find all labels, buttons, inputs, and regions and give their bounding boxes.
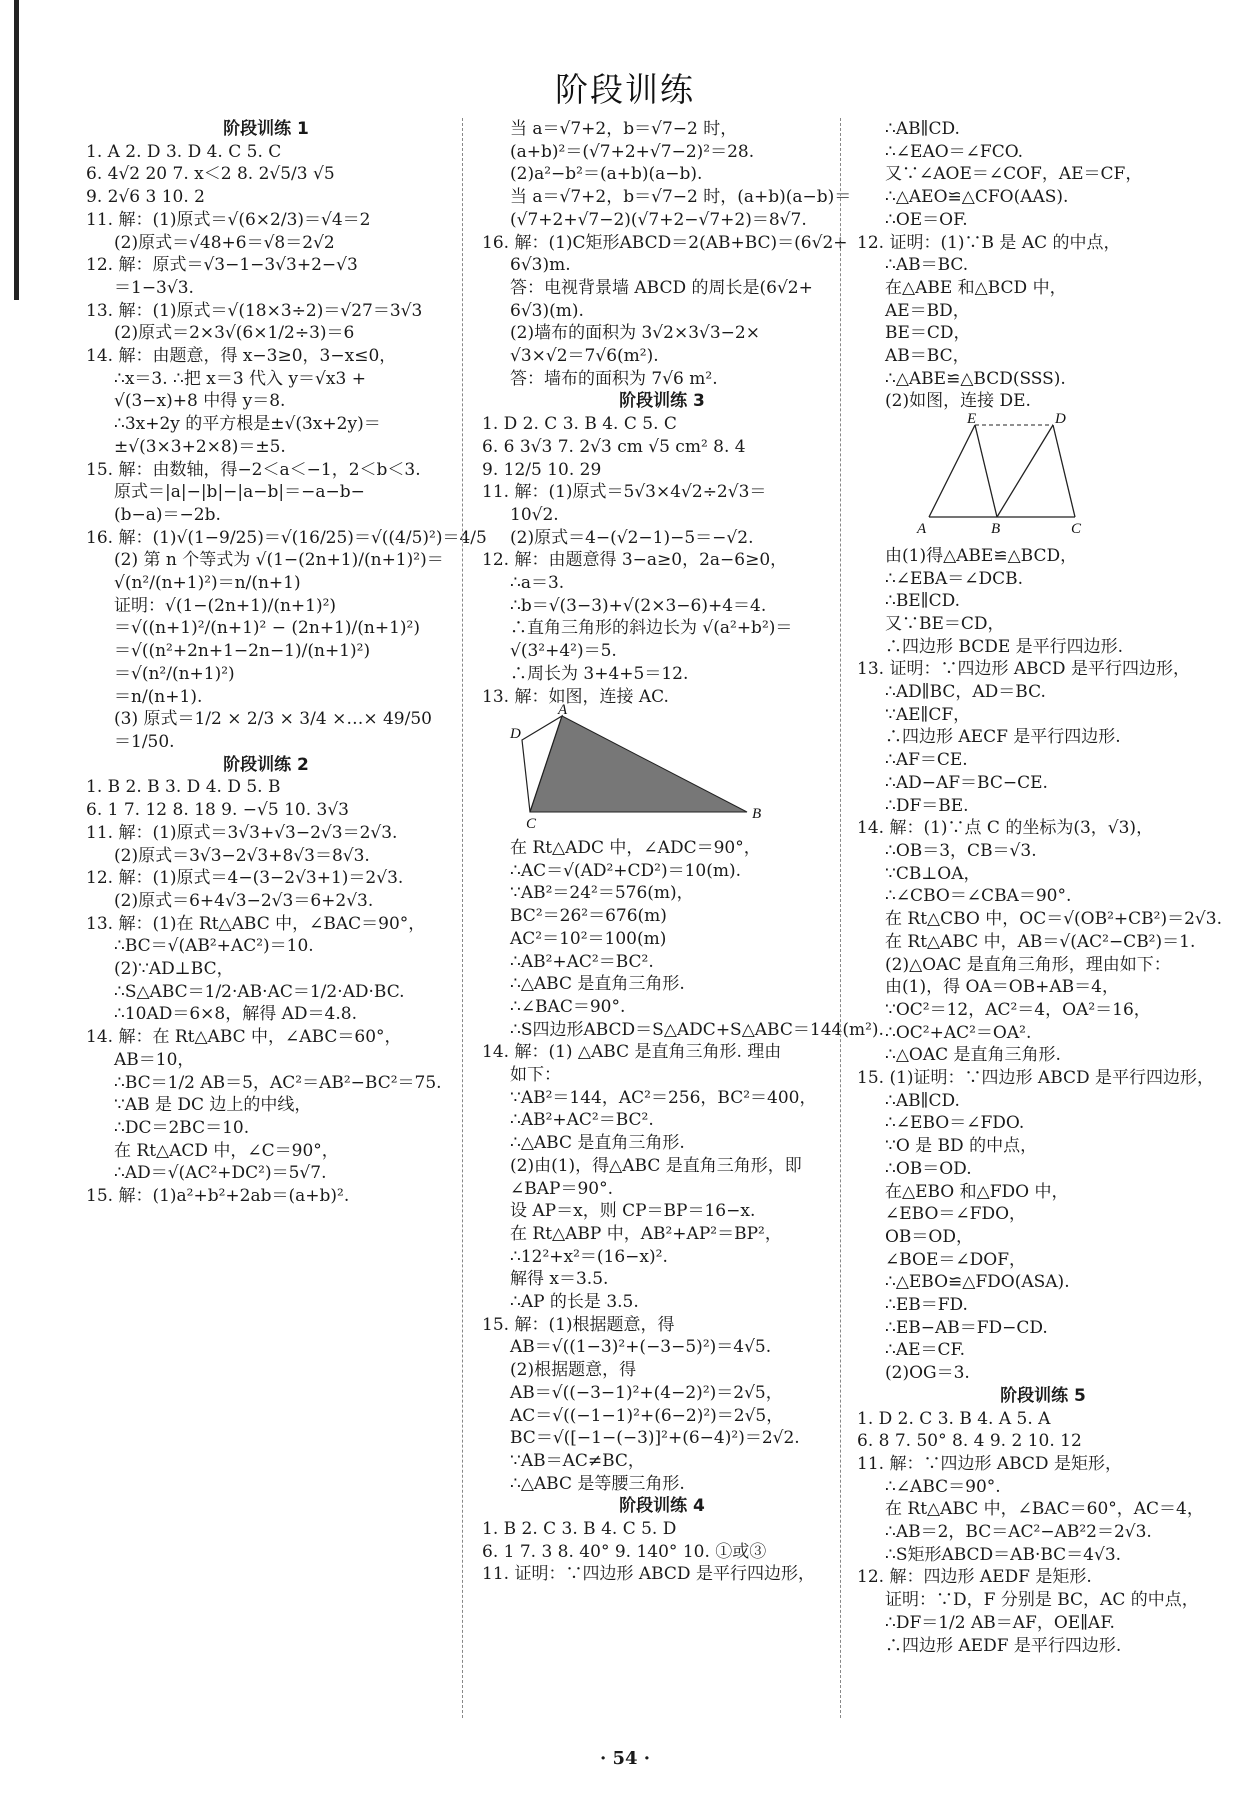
answer-line: (2)原式＝6+4√3−2√3＝6+2√3. (114, 890, 374, 911)
answer-line: ＝√((n+1)²/(n+1)² − (2n+1)/(n+1)²) (114, 618, 420, 639)
answer-line: ∴EB−AB＝FD−CD. (885, 1317, 1048, 1338)
answer-line: AB＝√((−3−1)²+(4−2)²)＝2√5， (510, 1382, 783, 1403)
answer-line: 13. 解：如图，连接 AC. (482, 686, 669, 707)
answer-line: 6. 1 7. 3 8. 40° 9. 140° 10. ①或③ (482, 1541, 767, 1562)
answer-line: (2)墙布的面积为 3√2×3√3−2× (510, 323, 760, 344)
column-separator (462, 118, 463, 1718)
answer-line: 如下： (510, 1065, 561, 1086)
answer-line: 15. 解：(1)根据题意，得 (482, 1314, 675, 1335)
answer-line: 11. 解：(1)原式＝5√3×4√2÷2√3＝ (482, 482, 767, 503)
answer-line: 12. 证明：(1)∵B 是 AC 的中点， (857, 232, 1121, 253)
answer-line: ∵OC²＝12，AC²＝4，OA²＝16， (885, 999, 1151, 1020)
answer-line: ∴OB＝3，CB＝√3. (885, 840, 1037, 861)
answer-line: ∴AP 的长是 3.5. (510, 1292, 639, 1313)
answer-line: (2)∵AD⊥BC， (114, 959, 234, 980)
answer-line: (√7+2+√7−2)(√7+2−√7+2)＝8√7. (510, 209, 807, 230)
answer-line: BC²＝26²＝676(m) (510, 906, 667, 927)
section-heading: 阶段训练 2 (223, 754, 309, 775)
answer-line: 证明：∵D，F 分别是 BC，AC 的中点， (885, 1590, 1199, 1611)
answer-line: 6√3)(m). (510, 300, 584, 321)
answer-line: ∴a＝3. (510, 573, 565, 594)
answer-column-1 (86, 118, 487, 1718)
answer-line: ∵CB⊥OA， (885, 863, 981, 884)
answer-line: ∴OB＝OD. (885, 1158, 972, 1179)
answer-line: ∵O 是 BD 的中点， (885, 1136, 1038, 1157)
answer-line: AB＝BC， (885, 346, 970, 367)
answer-line: ＝n/(n+1). (114, 686, 203, 707)
answer-line: ∴BC＝1/2 AB＝5，AC²＝AB²−BC²＝75. (114, 1072, 442, 1093)
answer-line: 11. 解：(1)原式＝√(6×2/3)＝√4＝2 (86, 209, 371, 230)
answer-line: ∴AB＝BC. (885, 255, 969, 276)
figure-label-b: B (752, 806, 762, 823)
section-heading: 阶段训练 3 (619, 391, 705, 412)
answer-line: 在 Rt△ABP 中，AB²+AP²＝BP²， (510, 1223, 782, 1244)
answer-line: ∴S矩形ABCD＝AB·BC＝4√3. (885, 1544, 1122, 1565)
answer-line: ∵AB²＝144，AC²＝256，BC²＝400， (510, 1087, 817, 1108)
answer-line: 13. 解：(1)在 Rt△ABC 中，∠BAC＝90°， (86, 913, 426, 934)
answer-line: 当 a＝√7+2，b＝√7−2 时，(a+b)(a−b)＝ (510, 187, 852, 208)
answer-line: ∴△ABC 是直角三角形. (510, 1133, 685, 1154)
answer-line: ∴10AD＝6×8，解得 AD＝4.8. (114, 1004, 357, 1025)
answer-line: 1. A 2. D 3. D 4. C 5. C (86, 141, 282, 162)
geometry-figure (482, 702, 842, 837)
answer-line: ∴AB²+AC²＝BC². (510, 1110, 654, 1131)
answer-line: 1. B 2. C 3. B 4. C 5. D (482, 1519, 677, 1540)
answer-line: ∴∠ABC＝90°. (885, 1476, 1001, 1497)
figure-label-a: A (917, 521, 927, 538)
answer-line: ∵AB＝AC≠BC， (510, 1450, 645, 1471)
answer-line: ∴∠BAC＝90°. (510, 996, 626, 1017)
answer-line: 在△EBO 和△FDO 中， (885, 1181, 1069, 1202)
answer-line: 又∵BE＝CD， (885, 613, 1005, 634)
figure-label-e: E (967, 411, 977, 428)
answer-line: ∴12²+x²＝(16−x)². (510, 1246, 668, 1267)
answer-line: ＝√(n²/(n+1)²) (114, 663, 235, 684)
answer-line: OB＝OD， (885, 1226, 973, 1247)
answer-line: 当 a＝√7+2，b＝√7−2 时， (510, 119, 738, 139)
answer-line: ∴△OAC 是直角三角形. (885, 1045, 1061, 1066)
answer-line: ∴AB²+AC²＝BC². (510, 951, 654, 972)
answer-line: √3×√2＝7√6(m²). (510, 346, 659, 367)
answer-line: ∴DC＝2BC＝10. (114, 1117, 250, 1138)
answer-line: 6. 6 3√3 7. 2√3 cm √5 cm² 8. 4 (482, 436, 746, 457)
answer-column-3 (857, 118, 1229, 1718)
answer-line: ∠EBO＝∠FDO， (885, 1204, 1027, 1225)
answer-line: 由(1)得△ABE≌△BCD， (885, 545, 1078, 566)
answer-line: 12. 解：由题意得 3−a≥0，2a−6≥0， (482, 550, 788, 571)
page-edge-bar (14, 0, 19, 300)
answer-line: 12. 解：(1)原式＝4−(3−2√3+1)＝2√3. (86, 868, 404, 889)
answer-line: ∴∠EBO＝∠FDO. (885, 1113, 1025, 1134)
answer-line: ∴直角三角形的斜边长为 √(a²+b²)＝ (510, 618, 793, 639)
figure-label-c: C (1071, 521, 1082, 538)
answer-line: ∴AD∥BC，AD＝BC. (885, 682, 1046, 703)
answer-line: ∴DF＝1/2 AB＝AF，OE∥AF. (885, 1612, 1115, 1633)
answer-line: ∴BC＝√(AB²+AC²)＝10. (114, 936, 314, 957)
answer-line: 6. 4√2 20 7. x＜2 8. 2√5/3 √5 (86, 164, 335, 185)
answer-column-2 (482, 118, 884, 1718)
answer-line: BE＝CD， (885, 323, 971, 344)
answer-line: 16. 解：(1)C矩形ABCD＝2(AB+BC)＝(6√2+ (482, 232, 848, 253)
answer-line: (2)OG＝3. (885, 1363, 970, 1384)
answer-line: ∴AD−AF＝BC−CE. (885, 772, 1048, 793)
answer-line: ∴EB＝FD. (885, 1295, 968, 1316)
answer-line: ＝1−3√3. (114, 277, 194, 298)
answer-line: ∴3x+2y 的平方根是±√(3x+2y)＝ (114, 414, 381, 435)
answer-line: ∴AF＝CE. (885, 750, 968, 771)
answer-line: AC²＝10²＝100(m) (510, 928, 667, 949)
answer-line: ∴BE∥CD. (885, 591, 961, 612)
answer-line: ∴AB∥CD. (885, 1090, 960, 1111)
answer-line: 12. 解：原式＝√3−1−3√3+2−√3 (86, 255, 358, 276)
answer-line: ∵AB²＝24²＝576(m)， (510, 883, 694, 904)
answer-line: ∴周长为 3+4+5＝12. (510, 663, 689, 684)
answer-line: (2)△OAC 是直角三角形，理由如下： (885, 954, 1171, 975)
answer-line: AB＝10， (114, 1049, 195, 1070)
answer-line: ∴∠EBA＝∠DCB. (885, 568, 1024, 589)
answer-line: ∠BOE＝∠DOF， (885, 1249, 1027, 1270)
answer-line: ∴AE＝CF. (885, 1340, 966, 1361)
answer-line: 6. 1 7. 12 8. 18 9. −√5 10. 3√3 (86, 800, 349, 821)
figure-label-a: A (558, 702, 568, 719)
answer-line: 10√2. (510, 504, 559, 525)
answer-line: ∴四边形 BCDE 是平行四边形. (885, 636, 1124, 657)
section-heading: 阶段训练 1 (223, 119, 309, 139)
answer-line: (2)由(1)，得△ABC 是直角三角形，即 (510, 1155, 802, 1176)
answer-line: ∴△ABC 是直角三角形. (510, 974, 685, 995)
answer-line: 14. 解：(1)∵点 C 的坐标为(3，√3)， (857, 818, 1154, 839)
answer-line: (2)a²−b²＝(a+b)(a−b). (510, 164, 703, 185)
answer-line: 答：墙布的面积为 7√6 m². (510, 368, 718, 389)
answer-line: 1. D 2. C 3. B 4. C 5. C (482, 414, 677, 435)
parallelogram-figure (857, 413, 1097, 538)
answer-line: ∴△ABE≌△BCD(SSS). (885, 368, 1066, 389)
column-separator (840, 118, 841, 1718)
section-heading: 阶段训练 4 (619, 1496, 705, 1517)
answer-line: 设 AP＝x，则 CP＝BP＝16−x. (510, 1201, 756, 1222)
answer-line: 1. B 2. B 3. D 4. D 5. B (86, 777, 281, 798)
answer-line: ＝1/50. (114, 731, 175, 752)
answer-line: 14. 解：(1) △ABC 是直角三角形. 理由 (482, 1042, 782, 1063)
figure-label-d: D (510, 726, 521, 743)
answer-line: √(3−x)+8 中得 y＝8. (114, 391, 286, 412)
answer-line: 在 Rt△ACD 中，∠C＝90°， (114, 1140, 339, 1161)
answer-line: 13. 解：(1)原式＝√(18×3÷2)＝√27＝3√3 (86, 300, 423, 321)
answer-line: AE＝BD， (885, 300, 970, 321)
answer-line: ±√(3×3+2×8)＝±5. (114, 436, 286, 457)
answer-line: (2)原式＝√48+6＝√8＝2√2 (114, 232, 335, 253)
answer-line: AB＝√((1−3)²+(−3−5)²)＝4√5. (510, 1337, 772, 1358)
answer-line: (b−a)＝−2b. (114, 504, 221, 525)
answer-line: 解得 x＝3.5. (510, 1269, 609, 1290)
answer-line: ∴S四边形ABCD＝S△ADC+S△ABC＝144(m²). (510, 1019, 884, 1040)
geometry-figure (857, 413, 1229, 545)
answer-line: ∴DF＝BE. (885, 795, 969, 816)
answer-line: 11. 解：∵四边形 ABCD 是矩形， (857, 1453, 1122, 1474)
answer-line: ∴AB＝2，BC＝AC²−AB²2＝2√3. (885, 1522, 1152, 1543)
answer-line: 在 Rt△CBO 中，OC＝√(OB²+CB²)＝2√3. (885, 909, 1222, 930)
answer-line: 9. 2√6 3 10. 2 (86, 187, 205, 208)
answer-line: (2) 第 n 个等式为 √(1−(2n+1)/(n+1)²)＝ (114, 550, 444, 571)
answer-line: ∴△EBO≌△FDO(ASA). (885, 1272, 1070, 1293)
answer-line: 14. 解：在 Rt△ABC 中，∠ABC＝60°， (86, 1027, 402, 1048)
answer-line: ∴AD＝√(AC²+DC²)＝5√7. (114, 1163, 327, 1184)
section-heading: 阶段训练 5 (1000, 1385, 1086, 1406)
answer-line: 答：电视背景墙 ABCD 的周长是(6√2+ (510, 277, 813, 298)
answer-line: (3) 原式＝1/2 × 2/3 × 3/4 ×…× 49/50 (114, 709, 432, 730)
answer-line: 16. 解：(1)√(1−9/25)＝√(16/25)＝√((4/5)²)＝4/5 (86, 527, 487, 548)
answer-line: 11. 证明：∵四边形 ABCD 是平行四边形， (482, 1564, 815, 1585)
answer-line: ∵AB 是 DC 边上的中线， (114, 1095, 312, 1116)
answer-line: ∴OE＝OF. (885, 209, 968, 230)
answer-line: ∴△ABC 是等腰三角形. (510, 1473, 685, 1494)
answer-line: (2)原式＝3√3−2√3+8√3＝8√3. (114, 845, 370, 866)
answer-line: ∴AC＝√(AD²+CD²)＝10(m). (510, 860, 742, 881)
page-title: 阶段训练 (555, 70, 695, 109)
answer-line: √(3²+4²)＝5. (510, 641, 617, 662)
figure-label-c: C (526, 816, 537, 833)
answer-line: ∴S△ABC＝1/2·AB·AC＝1/2·AD·BC. (114, 981, 405, 1002)
answer-line: ∴△AEO≌△CFO(AAS). (885, 187, 1069, 208)
answer-line: (2)根据题意，得 (510, 1360, 637, 1381)
answer-line: 15. 解：由数轴，得−2＜a＜−1，2＜b＜3. (86, 459, 421, 480)
answer-line: 6√3)m. (510, 255, 571, 276)
answer-line: (2)如图，连接 DE. (885, 391, 1031, 412)
answer-line: (2)原式＝2×3√(6×1/2÷3)＝6 (114, 323, 355, 344)
answer-line: ∴AB∥CD. (885, 119, 960, 139)
answer-line: 14. 解：由题意，得 x−3≥0，3−x≤0， (86, 346, 397, 367)
answer-line: ∴四边形 AEDF 是平行四边形. (885, 1635, 1122, 1656)
answer-line: 在△ABE 和△BCD 中， (885, 277, 1067, 298)
answer-line: 1. D 2. C 3. B 4. A 5. A (857, 1408, 1051, 1429)
answer-line: BC＝√([−1−(−3)]²+(6−4)²)＝2√2. (510, 1428, 800, 1449)
answer-line: ∴x＝3. ∴把 x＝3 代入 y＝√x3 + (114, 368, 366, 389)
answer-line: ∴OC²+AC²＝OA². (885, 1022, 1032, 1043)
answer-line: 15. (1)证明：∵四边形 ABCD 是平行四边形， (857, 1068, 1215, 1089)
quadrilateral-figure (482, 702, 772, 833)
answer-line: ∴∠CBO＝∠CBA＝90°. (885, 886, 1072, 907)
answer-line: 6. 8 7. 50° 8. 4 9. 2 10. 12 (857, 1431, 1082, 1452)
figure-label-b: B (991, 521, 1001, 538)
answer-line: (2)原式＝4−(√2−1)−5＝−√2. (510, 527, 754, 548)
figure-label-d: D (1055, 411, 1066, 428)
answer-line: 由(1)，得 OA＝OB+AB＝4， (885, 977, 1119, 998)
answer-line: 15. 解：(1)a²+b²+2ab＝(a+b)². (86, 1186, 350, 1207)
answer-line: √(n²/(n+1)²)＝n/(n+1) (114, 573, 301, 594)
answer-line: 在 Rt△ADC 中，∠ADC＝90°， (510, 837, 761, 858)
answer-line: ∠BAP＝90°. (510, 1178, 613, 1199)
answer-line: 在 Rt△ABC 中，AB＝√(AC²−CB²)＝1. (885, 931, 1196, 952)
answer-line: 9. 12/5 10. 29 (482, 459, 602, 480)
answer-line: 13. 证明：∵四边形 ABCD 是平行四边形， (857, 659, 1190, 680)
answer-line: ∴∠EAO＝∠FCO. (885, 141, 1024, 162)
page-number: · 54 · (599, 1748, 651, 1769)
answer-line: (a+b)²＝(√7+2+√7−2)²＝28. (510, 141, 755, 162)
answer-line: AC＝√((−1−1)²+(6−2)²)＝2√5， (510, 1405, 784, 1426)
answer-line: ∴b＝√(3−3)+√(2×3−6)+4＝4. (510, 595, 767, 616)
answer-line: ∵AE∥CF， (885, 704, 971, 725)
answer-line: 证明：√(1−(2n+1)/(n+1)²) (114, 595, 337, 616)
answer-line: 11. 解：(1)原式＝3√3+√3−2√3＝2√3. (86, 822, 398, 843)
answer-line: 12. 解：四边形 AEDF 是矩形. (857, 1567, 1092, 1588)
answer-line: ∴四边形 AECF 是平行四边形. (885, 727, 1121, 748)
answer-line: ＝√((n²+2n+1−2n−1)/(n+1)²) (114, 641, 371, 662)
answer-line: 又∵∠AOE＝∠COF，AE＝CF， (885, 164, 1143, 185)
answer-line: 在 Rt△ABC 中，∠BAC＝60°，AC＝4， (885, 1499, 1204, 1520)
answer-line: 原式＝|a|−|b|−|a−b|＝−a−b− (114, 482, 365, 503)
